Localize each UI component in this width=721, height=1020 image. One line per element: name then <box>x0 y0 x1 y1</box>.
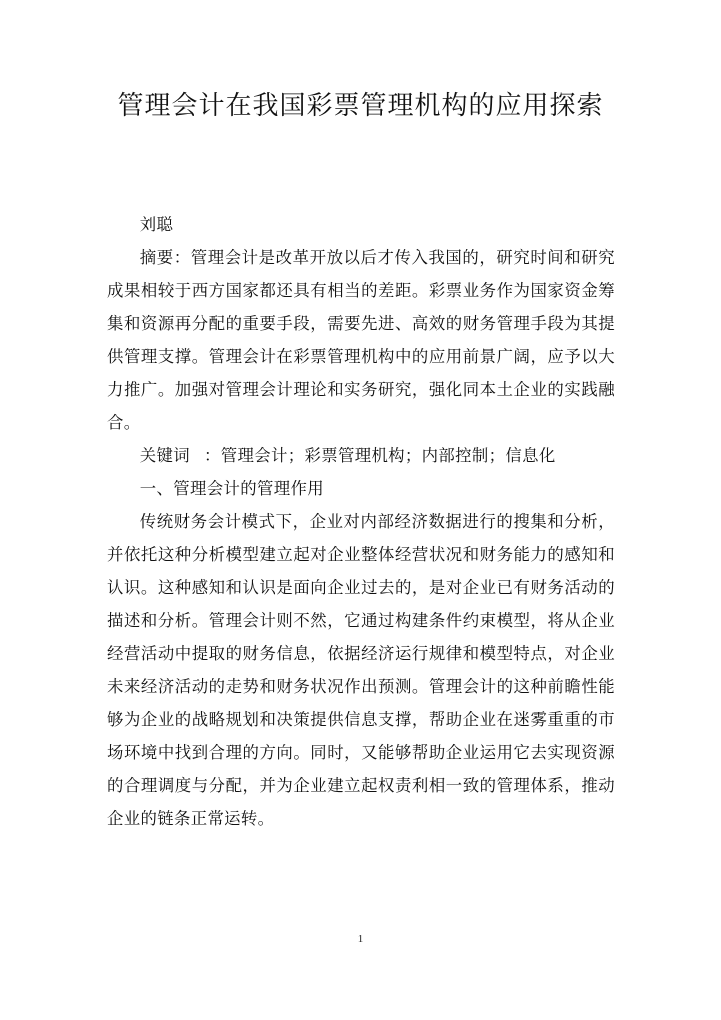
keywords-label: 关键词 <box>139 446 191 465</box>
author-name: 刘聪 <box>139 215 174 234</box>
body-paragraph: 传统财务会计模式下，企业对内部经济数据进行的搜集和分析，并依托这种分析模型建立起对企业整体经营状况和财务能力的感知和认识。这种感知和认识是面向企业过去的，是对企业已有财务活动的描述和分析。管理会计则不然，它通过构建条件约束模型，将从企业经营活动中提取的财务信息，依据经济运行规律和模型特点，对企业未来经济活动的走势和财务状况作出预测。管理会计的这种前瞻性能够为企业的战略规划和决策提供信息支撑，帮助企业在迷雾重重的市场环境中找到合理的方向。同时，又能够帮助企业运用它去实现资源的合理调度与分配，并为企业建立起权责利相一致的管理体系，推动企业的链条正常运转。 <box>107 512 615 828</box>
document-title: 管理会计在我国彩票管理机构的应用探索 <box>117 91 604 121</box>
keywords-list: 管理会计；彩票管理机构；内部控制；信息化 <box>220 446 556 465</box>
abstract-paragraph: 摘要：管理会计是改革开放以后才传入我国的，研究时间和研究成果相较于西方国家都还具有相当的差距。彩票业务作为国家资金筹集和资源再分配的重要手段，需要先进、高效的财务管理手段为其提供管理支撑。管理会计在彩票管理机构中的应用前景广阔，应予以大力推广。加强对管理会计理论和实务研究，强化同本土企业的实践融合。 <box>107 248 615 432</box>
keywords-separator: ： <box>204 446 221 465</box>
keywords-line <box>107 439 615 472</box>
page-number: 1 <box>357 933 364 945</box>
section-heading: 一、管理会计的管理作用 <box>139 479 324 498</box>
document-body <box>107 208 615 835</box>
